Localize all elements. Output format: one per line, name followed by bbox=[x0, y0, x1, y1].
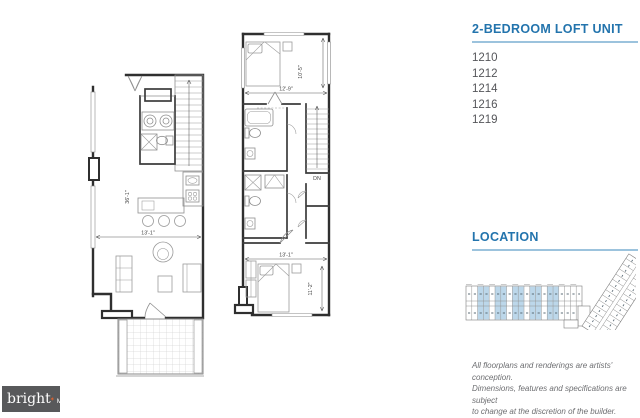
dimension-width bbox=[96, 231, 201, 239]
exterior-walls bbox=[235, 33, 331, 317]
building-location-diagram bbox=[464, 250, 636, 330]
unit-number: 1212 bbox=[472, 67, 498, 80]
bedroom-2 bbox=[245, 253, 327, 313]
patio bbox=[116, 319, 204, 376]
toilet bbox=[245, 196, 261, 206]
armchair bbox=[153, 242, 173, 262]
svg-text:11'-2": 11'-2" bbox=[308, 282, 314, 296]
wall-pier bbox=[89, 158, 99, 180]
location-panel bbox=[472, 230, 638, 251]
location-heading: LOCATION bbox=[472, 230, 638, 251]
exterior-step bbox=[235, 305, 253, 313]
stairs bbox=[306, 104, 329, 182]
sink bbox=[245, 148, 255, 159]
disclaimer-text bbox=[472, 360, 640, 418]
svg-text:13'-1": 13'-1" bbox=[279, 252, 293, 259]
brightmls-logo bbox=[2, 386, 72, 412]
unit-number: 1214 bbox=[472, 83, 498, 95]
unit-number-list bbox=[472, 51, 638, 129]
hall-closet bbox=[243, 92, 300, 108]
svg-text:12'-9": 12'-9" bbox=[279, 86, 293, 93]
sink bbox=[245, 218, 255, 229]
unit-type-panel bbox=[472, 22, 638, 129]
toilet bbox=[245, 128, 261, 138]
disclaimer-line: All floorplans and renderings are artists' conception. bbox=[472, 361, 613, 382]
closets-right bbox=[298, 184, 329, 238]
bar-stools bbox=[143, 216, 186, 227]
brightmls-wordmark: bright bbox=[7, 391, 51, 407]
entry-door bbox=[128, 76, 142, 91]
washer-dryer bbox=[142, 112, 174, 130]
patio-column bbox=[194, 320, 202, 373]
kitchen bbox=[138, 172, 203, 227]
stairs-dn-label: DN bbox=[313, 176, 321, 182]
disclaimer-line: to change at the discretion of the builder. bbox=[472, 407, 617, 416]
location-diagram-svg bbox=[464, 250, 636, 330]
main-building-bar bbox=[466, 285, 582, 321]
tv-console bbox=[183, 264, 201, 292]
bathtub bbox=[245, 109, 273, 126]
svg-text:10'-5": 10'-5" bbox=[298, 65, 304, 79]
dimension-bedroom2-width bbox=[245, 253, 327, 261]
unit-number: 1216 bbox=[472, 98, 498, 111]
cooktop bbox=[186, 190, 199, 202]
window bbox=[91, 186, 95, 248]
patio-column bbox=[119, 320, 127, 373]
sofa bbox=[116, 256, 132, 292]
bathroom-2 bbox=[243, 175, 296, 238]
bed bbox=[246, 42, 280, 86]
patio-door bbox=[145, 303, 166, 317]
unit-type-title: 2-BEDROOM LOFT UNIT bbox=[472, 22, 638, 43]
bedroom2-entry bbox=[243, 230, 329, 243]
closet bbox=[145, 89, 171, 101]
bathroom-1 bbox=[243, 108, 296, 171]
bed bbox=[258, 264, 289, 312]
svg-text:36'-1": 36'-1" bbox=[125, 190, 131, 204]
brightmls-star-icon: ✶ bbox=[49, 396, 55, 403]
unit-number: 1210 bbox=[472, 52, 498, 64]
window bbox=[91, 92, 95, 152]
nightstand bbox=[292, 264, 301, 273]
shower bbox=[245, 175, 261, 190]
kitchen-sink bbox=[186, 176, 199, 185]
brightmls-mls-label: MLS bbox=[56, 398, 72, 405]
stairs bbox=[175, 75, 203, 171]
floorplan-lower-level bbox=[82, 66, 207, 378]
exterior-step bbox=[102, 311, 132, 318]
toilet bbox=[157, 136, 174, 145]
disclaimer-line: Dimensions, features and specifications are subject bbox=[472, 384, 627, 405]
floorplan-lower-level-svg bbox=[82, 66, 207, 378]
shower bbox=[141, 134, 157, 150]
dimension-bedroom1-width bbox=[245, 87, 327, 95]
kitchen-island bbox=[138, 198, 184, 213]
floorplan-upper-level-svg bbox=[232, 28, 332, 322]
door-swing bbox=[287, 124, 296, 134]
dimension-bedroom1-height bbox=[298, 38, 325, 88]
coffee-table bbox=[158, 276, 172, 292]
door-swing bbox=[287, 193, 296, 203]
floorplan-upper-level bbox=[232, 28, 332, 322]
closet bbox=[265, 175, 284, 188]
svg-text:13'-1": 13'-1" bbox=[141, 230, 155, 237]
dimension-bedroom2-height bbox=[308, 266, 324, 311]
bathroom bbox=[140, 89, 175, 164]
bedroom-1 bbox=[245, 38, 327, 95]
nightstand bbox=[283, 42, 292, 51]
dimension-height bbox=[125, 190, 131, 204]
unit-number: 1219 bbox=[472, 114, 498, 126]
angled-wing bbox=[582, 254, 636, 330]
